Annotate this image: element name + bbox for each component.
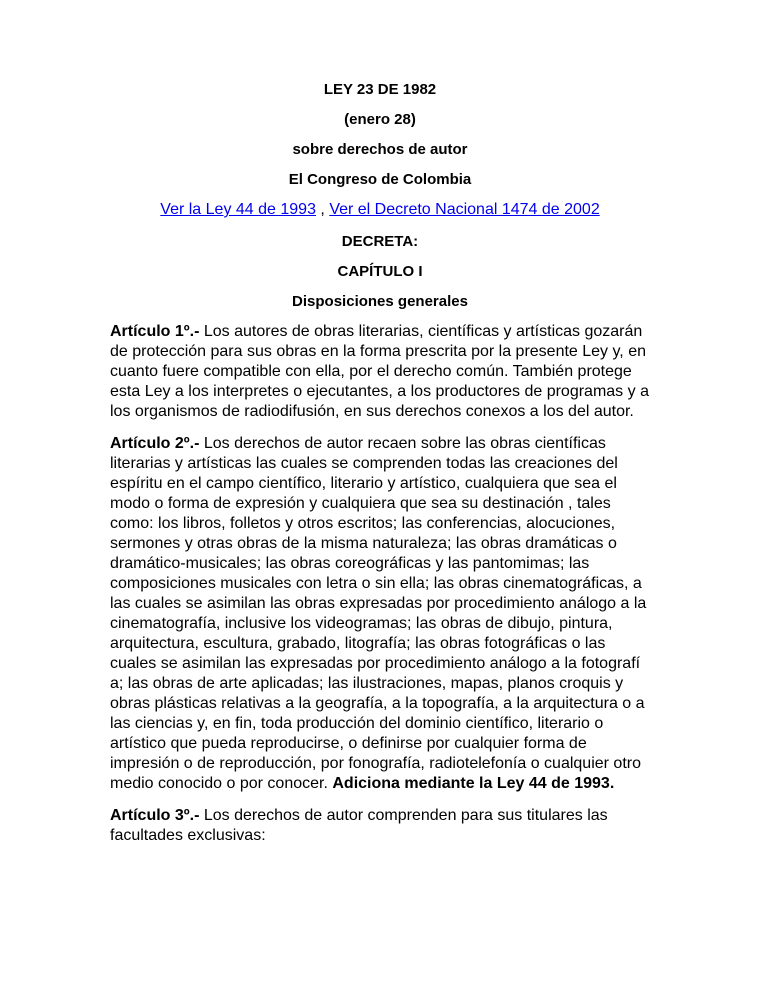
law-subject: sobre derechos de autor	[292, 141, 468, 158]
article-3	[110, 806, 650, 846]
chapter-title: CAPÍTULO I	[337, 263, 423, 280]
article-2-text: Los derechos de autor recaen sobre las obras científicas literarias y artísticas las cuales se comprenden todas las creaciones del espíritu en el campo científico, literario y artístico, cualquiera que sea el modo o forma de expresión y cualquiera que sea su destinación , tales como: los libros, folletos y otros escritos; las conferencias, alocuciones, sermones y otras obras de la misma naturaleza; las obras dramáticas o dramático-musicales; las obras coreográficas y las pantomimas; las composiciones musicales con letra o sin ella; las obras cinematográficas, a las cuales se asimilan las obras expresadas por procedimiento análogo a la cinematografía, inclusive los videogramas; las obras de dibujo, pintura, arquitectura, escultura, grabado, litografía; las obras fotográficas o las cuales se asimilan las expresadas por procedimiento análogo a la fotografí a; las obras de arte aplicadas; las ilustraciones, mapas, planos croquis y obras plásticas relativas a la geografía, a la topografía, a la arquitectura o a las ciencias y, en fin, toda producción del dominio científico, literario o artístico que pueda reproducirse, o definirse por cualquier forma de impresión o de reproducción, por fonografía, radiotelefonía o cualquier otro medio conocido o por conocer.	[110, 435, 647, 792]
decree-heading: DECRETA:	[341, 233, 419, 250]
article-3-text: Los derechos de autor comprenden para sus titulares las facultades exclusivas:	[110, 807, 608, 844]
article-1-heading: Artículo 1º.-	[110, 323, 200, 340]
link-decreto-1474-2002[interactable]: Ver el Decreto Nacional 1474 de 2002	[329, 201, 600, 218]
references-separator: ,	[315, 201, 330, 218]
link-ley-44-1993[interactable]: Ver la Ley 44 de 1993	[160, 201, 316, 218]
article-2-note: Adiciona mediante la Ley 44 de 1993.	[332, 775, 615, 792]
article-1-text: Los autores de obras literarias, científicas y artísticas gozarán de protección para sus obras en la forma prescrita por la presente Ley y, en cuanto fuere compatible con ella, por el derecho común. También protege esta Ley a los interpretes o ejecutantes, a los productores de programas y a los organismos de radiodifusión, en sus derechos conexos a los del autor.	[110, 323, 649, 420]
chapter-subtitle: Disposiciones generales	[292, 293, 468, 310]
article-3-heading: Artículo 3º.-	[110, 807, 200, 824]
law-date: (enero 28)	[344, 111, 416, 128]
article-2	[110, 434, 650, 794]
references-line	[110, 200, 650, 220]
document-page	[110, 80, 650, 858]
law-issuer: El Congreso de Colombia	[288, 171, 472, 188]
article-1	[110, 322, 650, 422]
article-2-heading: Artículo 2º.-	[110, 435, 200, 452]
law-title: LEY 23 DE 1982	[323, 81, 437, 98]
